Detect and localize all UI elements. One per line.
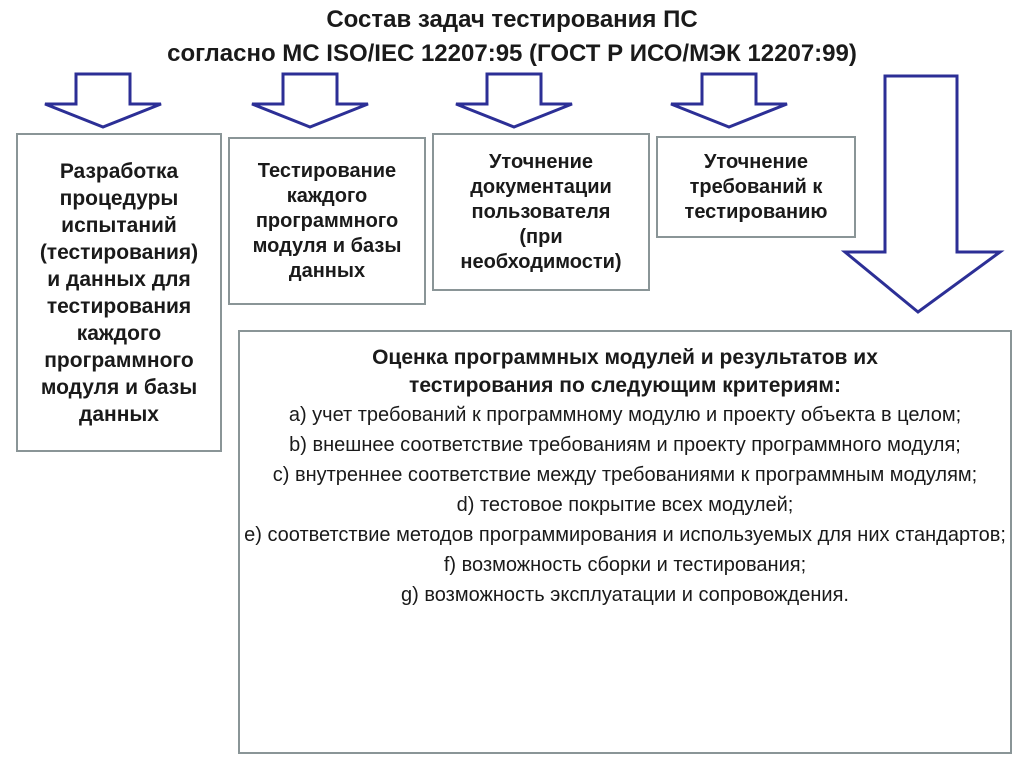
box2-line: данных <box>288 259 366 282</box>
criterion-g: g) возможность эксплуатации и сопровождения. <box>401 584 849 606</box>
box3-line: документации <box>470 175 612 198</box>
box2-line: каждого <box>286 184 368 207</box>
box2-line: модуля и базы <box>252 234 402 257</box>
box3-line: пользователя <box>471 200 611 223</box>
box1-line: программного <box>44 348 194 372</box>
box1-line: модуля и базы <box>40 375 198 399</box>
box2-line: программного <box>255 209 399 232</box>
box4-line: Уточнение <box>703 150 808 173</box>
box1-line: (тестирования) <box>39 240 199 264</box>
criterion-f: f) возможность сборки и тестирования; <box>443 554 807 576</box>
evaluation-heading: тестирования по следующим критериям: <box>409 374 841 397</box>
criterion-a: а) учет требований к программному модулю и проекту объекта в целом; <box>288 404 962 426</box>
box1-line: и данных для <box>47 267 191 291</box>
box1-line: Разработка <box>59 159 179 183</box>
box1-line: данных <box>79 402 159 426</box>
box3-line: Уточнение <box>488 150 593 173</box>
box1-line: процедуры <box>59 186 179 210</box>
box-requirements-refinement <box>656 136 856 238</box>
criterion-e: e) соответствие методов программирования и используемых для них стандартов; <box>244 524 1006 546</box>
down-arrow-1-icon <box>45 74 161 127</box>
title-line-2: согласно МС ISO/IEC 12207:95 (ГОСТ Р ИСО/МЭК 12207:99) <box>167 40 857 67</box>
evaluation-heading: Оценка программных модулей и результатов их <box>372 346 878 369</box>
box2-line: Тестирование <box>257 159 397 182</box>
box-documentation-refinement <box>432 133 650 291</box>
box-module-testing <box>228 137 426 305</box>
box3-line: необходимости) <box>460 250 622 273</box>
down-arrow-3-icon <box>456 74 572 127</box>
box3-line: (при <box>519 225 563 248</box>
box-test-procedure-development <box>16 133 222 452</box>
box-evaluation-criteria <box>238 330 1012 754</box>
title-line-1: Состав задач тестирования ПС <box>326 6 698 33</box>
down-arrow-2-icon <box>252 74 368 127</box>
down-arrow-large-icon <box>845 76 1000 312</box>
criterion-d: d) тестовое покрытие всех модулей; <box>456 494 794 516</box>
box4-line: тестированию <box>684 200 828 223</box>
box1-line: испытаний <box>61 213 177 237</box>
criterion-c: c) внутреннее соответствие между требованиями к программным модулям; <box>272 464 978 486</box>
box1-line: каждого <box>76 321 162 345</box>
box1-line: тестирования <box>46 294 192 318</box>
box4-line: требований к <box>689 175 823 198</box>
criterion-b: b) внешнее соответствие требованиям и проекту программного модуля; <box>289 434 961 456</box>
down-arrow-4-icon <box>671 74 787 127</box>
